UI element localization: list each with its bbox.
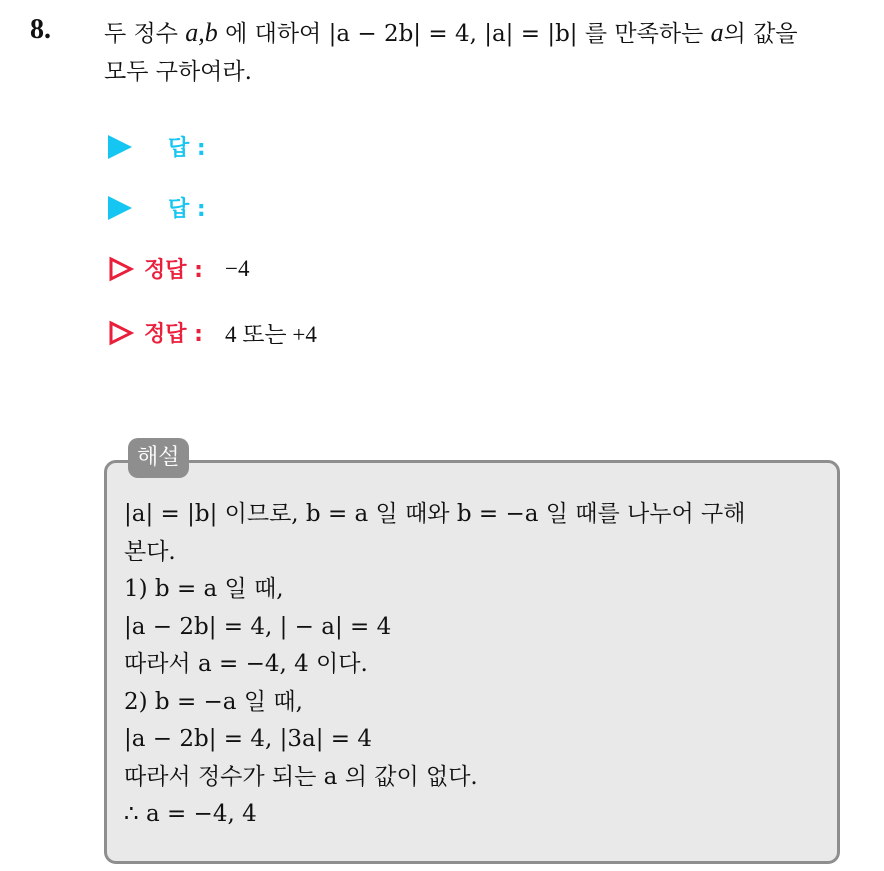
- question-number: 8.: [30, 14, 51, 45]
- solution-tab: 해설: [128, 438, 189, 478]
- solution-line: 따라서 정수가 되는 a 의 값이 없다.: [124, 763, 478, 790]
- solution-line: 2) b = −a 일 때,: [124, 688, 303, 715]
- correct-answer-label: 정답 :: [144, 258, 203, 283]
- answer-row-1: [108, 131, 206, 162]
- question-line-2: 모두 구하여라.: [104, 59, 252, 85]
- question-text: [104, 14, 874, 91]
- correct-answer-label: 정답 :: [144, 322, 203, 347]
- solution-line: 따라서 a = −4, 4 이다.: [124, 651, 368, 677]
- outline-triangle-icon: [108, 256, 134, 282]
- solution-line: ∴ a = −4, 4: [124, 801, 257, 827]
- play-triangle-icon: [108, 196, 132, 220]
- solution-line: 1) b = a 일 때,: [124, 576, 284, 602]
- solution-line: |a| = |b| 이므로, b = a 일 때와 b = −a 일 때를 나누어 구해: [124, 501, 746, 527]
- correct-answer-value: 4 또는 +4: [224, 322, 317, 347]
- correct-answer-row-1: [108, 253, 249, 284]
- play-triangle-icon: [108, 135, 132, 159]
- answer-row-2: [108, 192, 206, 223]
- answer-label: 답 :: [168, 197, 206, 222]
- solution-line: 본다.: [124, 538, 176, 565]
- correct-answer-value: −4: [224, 255, 250, 281]
- solution-line: |a − 2b| = 4, |3a| = 4: [124, 726, 372, 752]
- outline-triangle-icon: [108, 320, 134, 346]
- question-line-1: 두 정수 a,b 에 대하여 |a − 2b| = 4, |a| = |b| 를 만족하는 a의 값을: [104, 18, 798, 47]
- correct-answer-row-2: [108, 316, 317, 349]
- solution-line: |a − 2b| = 4, | − a| = 4: [124, 613, 392, 640]
- answer-label: 답 :: [168, 136, 206, 161]
- solution-text: [124, 496, 824, 834]
